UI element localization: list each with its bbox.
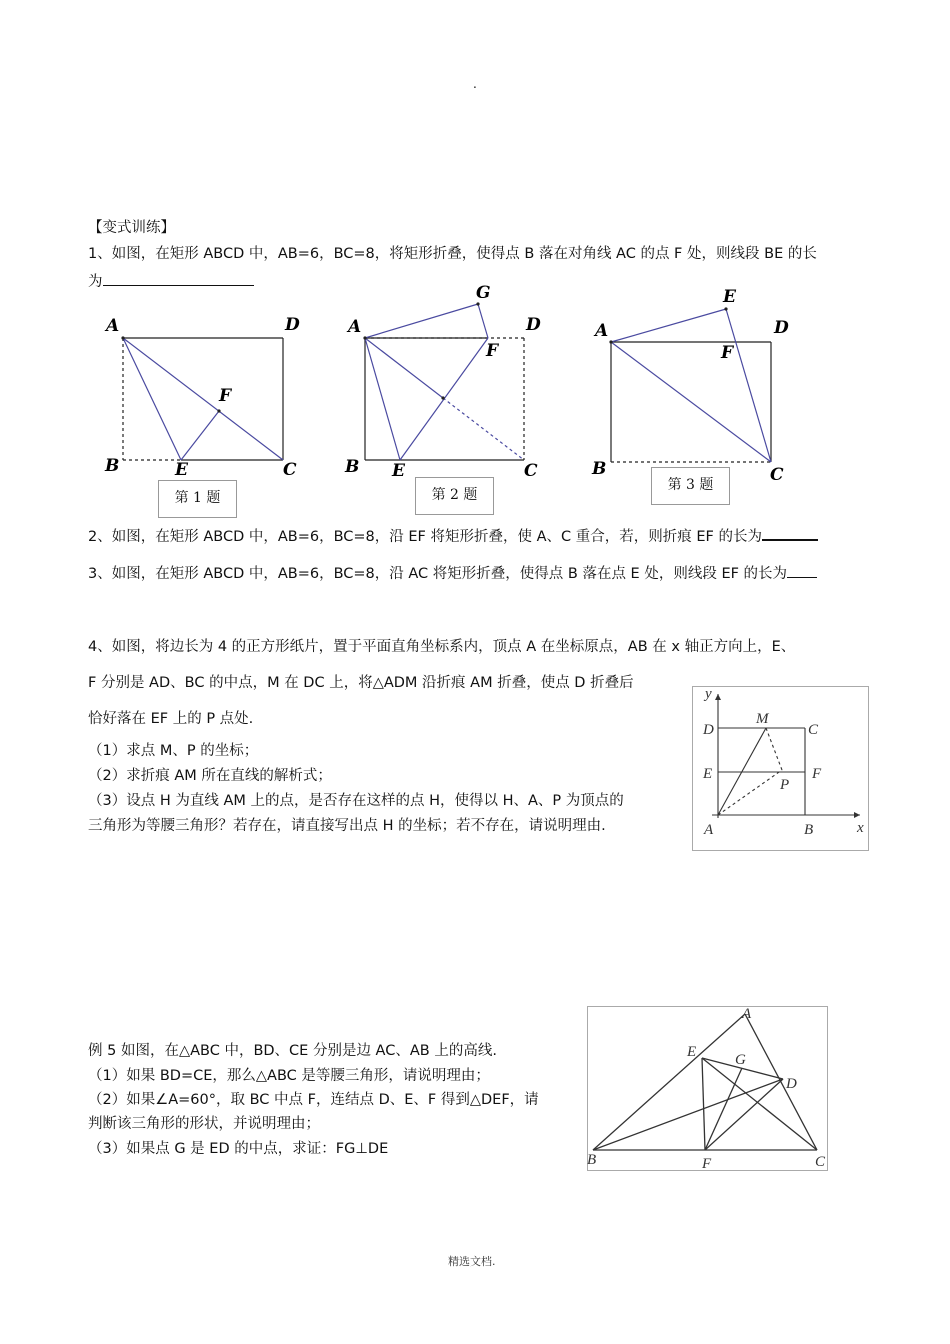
- fig4-label-b: B: [804, 822, 814, 838]
- fig1-label-e: E: [175, 460, 188, 480]
- section-title: 【变式训练】: [88, 220, 175, 236]
- question-3: [88, 561, 817, 584]
- figure-2: [340, 280, 550, 480]
- fig4-label-c: C: [808, 722, 819, 738]
- example-5-sub-1: （1）如果 BD=CE，那么△ABC 是等腰三角形，请说明理由；: [88, 1068, 490, 1084]
- fig5-label-g: G: [735, 1052, 746, 1068]
- question-2: [88, 523, 818, 547]
- figure-3: [590, 285, 805, 485]
- fig3-label-a: A: [595, 321, 609, 341]
- fig4-label-d: D: [703, 722, 714, 738]
- fig1-label-f: F: [219, 386, 232, 406]
- example-5-sub-2b: 判断该三角形的形状，并说明理由；: [88, 1116, 320, 1132]
- fig4-label-f: F: [812, 766, 822, 782]
- fig2-label-f: F: [486, 341, 499, 361]
- question-4-sub-1: （1）求点 M、P 的坐标；: [88, 743, 259, 759]
- example-5-sub-2a: （2）如果∠A=60°，取 BC 中点 F，连结点 D、E、F 得到△DEF，请: [88, 1092, 539, 1108]
- question-4-sub-3a: （3）设点 H 为直线 AM 上的点，是否存在这样的点 H，使得以 H、A、P 为顶点的: [88, 793, 624, 809]
- question-1-line-2: [88, 269, 254, 292]
- fig4-label-x: x: [857, 820, 864, 836]
- fig2-label-c: C: [524, 461, 538, 480]
- fig3-label-c: C: [770, 465, 784, 485]
- question-1-line-1: 1、如图，在矩形 ABCD 中，AB=6，BC=8，将矩形折叠，使得点 B 落在对角线 AC 的点 F 处，则线段 BE 的长: [88, 246, 817, 262]
- question-3-text: 3、如图，在矩形 ABCD 中，AB=6，BC=8，沿 AC 将矩形折叠，使得点 B 落在点 E 处，则线段 EF 的长为: [88, 566, 788, 582]
- figure-4: [692, 686, 869, 851]
- fig3-label-f: F: [721, 343, 734, 363]
- figure-1-caption: 第 1 题: [158, 480, 237, 518]
- fig1-label-d: D: [285, 315, 300, 335]
- fig1-label-c: C: [283, 460, 297, 480]
- fig5-label-d: D: [786, 1076, 797, 1092]
- fig3-label-e: E: [723, 287, 736, 307]
- fig2-label-e: E: [392, 461, 405, 480]
- figure-3-caption: 第 3 题: [651, 467, 730, 505]
- fig5-label-f: F: [702, 1156, 712, 1171]
- fig2-label-b: B: [345, 457, 360, 477]
- question-4-line-2: F 分别是 AD、BC 的中点，M 在 DC 上，将△ADM 沿折痕 AM 折叠，使点 D 折叠后: [88, 675, 634, 691]
- question-2-text: 2、如图，在矩形 ABCD 中，AB=6，BC=8，沿 EF 将矩形折叠，使 A、C 重合，若，则折痕 EF 的长为: [88, 529, 762, 545]
- figure-5: [587, 1006, 828, 1171]
- fig4-label-p: P: [780, 777, 790, 793]
- fig4-label-a: A: [704, 822, 714, 838]
- answer-blank-2[interactable]: [762, 523, 818, 541]
- figure-2-caption: 第 2 题: [415, 477, 494, 515]
- answer-blank-1[interactable]: [103, 269, 254, 286]
- footer: 精选文档.: [448, 1255, 496, 1268]
- answer-blank-3[interactable]: [787, 561, 817, 578]
- fig3-label-d: D: [774, 318, 789, 338]
- fig4-label-y: y: [705, 686, 712, 702]
- fig5-label-c: C: [815, 1154, 826, 1170]
- fig2-label-d: D: [526, 315, 541, 335]
- question-4-sub-2: （2）求折痕 AM 所在直线的解析式；: [88, 768, 332, 784]
- figure-1: [95, 305, 315, 485]
- fig4-label-m: M: [756, 711, 769, 727]
- fig1-label-a: A: [106, 316, 120, 336]
- question-4-sub-3b: 三角形为等腰三角形？若存在，请直接写出点 H 的坐标；若不存在，请说明理由.: [88, 818, 606, 834]
- fig5-label-a: A: [742, 1006, 752, 1022]
- header-mark: .: [473, 77, 477, 91]
- question-4-line-1: 4、如图，将边长为 4 的正方形纸片，置于平面直角坐标系内，顶点 A 在坐标原点，AB 在 x 轴正方向上，E、: [88, 639, 796, 655]
- fig2-label-a: A: [348, 317, 362, 337]
- fig3-label-b: B: [592, 459, 607, 479]
- fig5-label-e: E: [687, 1044, 697, 1060]
- fig4-label-e: E: [703, 766, 713, 782]
- fig5-label-b: B: [587, 1152, 597, 1168]
- example-5-sub-3: （3）如果点 G 是 ED 的中点，求证：FG⊥DE: [88, 1141, 389, 1157]
- fig2-label-g: G: [476, 283, 491, 303]
- question-1-line-2-text: 为: [88, 274, 103, 290]
- fig1-label-b: B: [105, 456, 120, 476]
- example-5-line-1: 例 5 如图，在△ABC 中，BD、CE 分别是边 AC、AB 上的高线.: [88, 1043, 497, 1059]
- question-4-line-3: 恰好落在 EF 上的 P 点处.: [88, 711, 254, 727]
